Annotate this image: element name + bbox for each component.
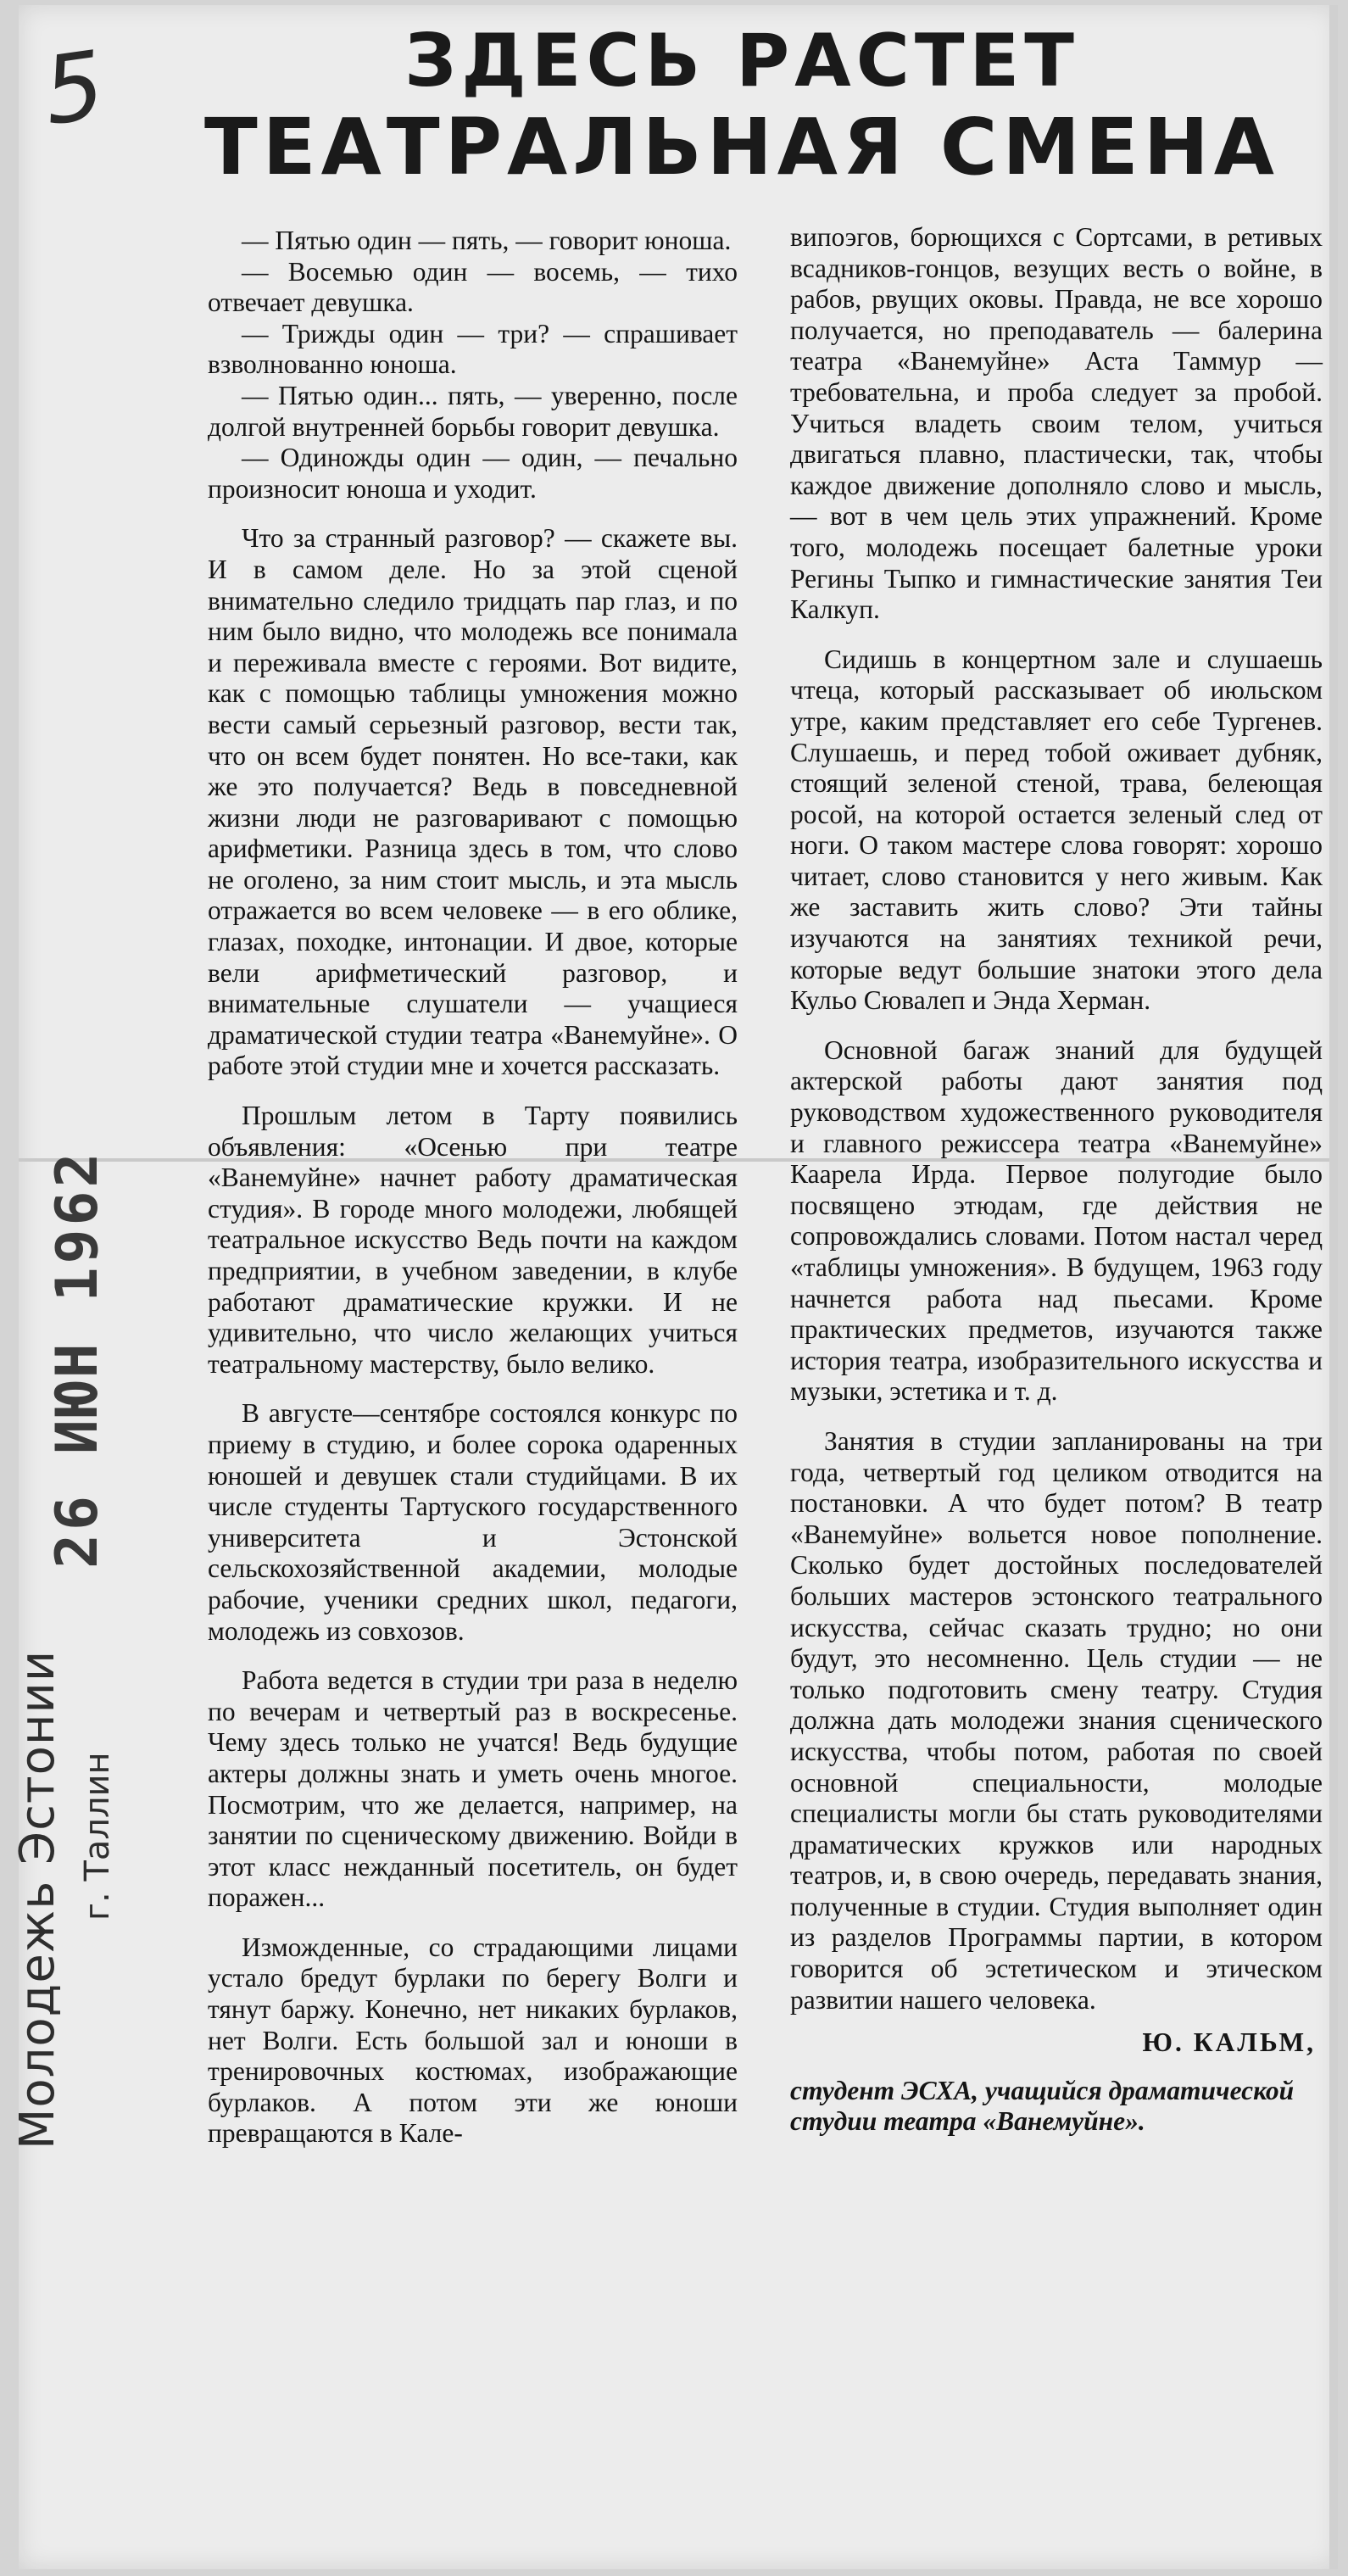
- paragraph: В августе—сентябре состоялся конкурс по приему в студию, и более сорока одаренных юношей и девушек стали студийцами. В их числе студенты Тартуского государственного университета и Эстонской сельскохозяйственной академии, молодые рабочие, ученики средних школ, педагоги, молодежь из совхозов.: [208, 1398, 738, 1646]
- date-stamp: 26 ИЮН 1962: [44, 1149, 111, 1569]
- paragraph: — Трижды один — три? — спрашивает взволнованно юноша.: [208, 318, 738, 380]
- handwritten-page-number: 5: [36, 30, 111, 147]
- paragraph: випоэгов, борющихся с Сортсами, в ретивых всадников-гонцов, везущих весть о войне, в рабов, рвущих оковы. Правда, не все хорошо получается, но преподаватель — балерина театра «Ванемуйне» Аста Таммур — требовательна, и проба следует за пробой. Учиться владеть своим телом, учиться двигаться плавно, пластически, так, чтобы каждое движение дополняло слово и мысль, — вот в чем цель этих упражнений. Кроме того, молодежь посещает балетные уроки Регины Тыпко и гимнастические занятия Теи Калкуп.: [790, 222, 1323, 625]
- article-column-right: [790, 222, 1323, 2137]
- author-signature: Ю. КАЛЬМ,: [1142, 2027, 1316, 2058]
- paragraph: Основной багаж знаний для будущей актерской работы дают занятия под руководством художественного руководителя и главного режиссера театра «Ванемуйне» Каарела Ирда. Первое полугодие было посвящено этюдам, где действия не сопровождались словами. Потом настал черед «таблицы умножения». В будущем, 1963 году начнется работа над пьесами. Кроме практических предметов, изучаются также история театра, изобразительного искусства и музыки, эстетика и т. д.: [790, 1034, 1323, 1407]
- article-column-left: [208, 226, 738, 2149]
- paragraph: — Пятью один — пять, — говорит юноша.: [242, 226, 732, 255]
- paragraph: — Пятью один... пять, — уверенно, после долгой внутренней борьбы говорит девушка.: [208, 380, 738, 442]
- paragraph: Работа ведется в студии три раза в неделю по вечерам и четвертый раз в воскресенье. Чему здесь только не учатся! Ведь будущие актеры должны знать и уметь очень многое. Посмотрим, что же делается, например, на занятии по сценическому движению. Войди в этот класс нежданный посетитель, он будет поражен...: [208, 1665, 738, 1913]
- paragraph: — Восемью один — восемь, — тихо отвечает девушка.: [208, 256, 738, 318]
- author-credit: студент ЭСХА, учащийся драматической студии театра «Ванемуйне».: [790, 2075, 1295, 2136]
- paragraph: Сидишь в концертном зале и слушаешь чтеца, который рассказывает об июльском утре, каким представляет его себе Тургенев. Слушаешь, и перед тобой оживает дубняк, стоящий зеленой стеной, трава, белеющая росой, на которой остается зеленый след от ноги. О таком мастере слова говорят: хорошо читает, слово становится у него живым. Как же заставить жить слово? Эти тайны изучаются на занятиях техникой речи, которые ведут большие знатоки этого дела Кульо Сювалеп и Энда Херман.: [790, 644, 1323, 1016]
- paragraph: Занятия в студии запланированы на три года, четвертый год целиком отводится на постановки. А что будет потом? В театр «Ванемуйне» вольется новое пополнение. Сколько будет достойных последователей больших мастеров эстонского театрального искусства, сейчас сказать трудно; но они будут, это несомненно. Цель студии — не только подготовить смену театру. Студия должна дать молодежи знания сценического искусства, чтобы потом, работая по своей основной специальности, молодые специалисты могли бы стать руководителями драматических кружков или народных театров, и, в свою очередь, передавать знания, полученные в студии. Студия выполняет один из разделов Программы партии, в котором говорится об эстетическом и этическом развитии нашего человека.: [790, 1425, 1323, 2015]
- paragraph: Прошлым летом в Тарту появились объявления: «Осенью при театре «Ванемуйне» начнет работу драматическая студия». В городе много молодежи, любящей театральное искусство Ведь почти на каждом предприятии, в учебном заведении, в клубе работают драматические кружки. И не удивительно, что число желающих учиться театральному мастерству, было велико.: [208, 1101, 738, 1379]
- headline-line-2: ТЕАТРАЛЬНАЯ СМЕНА: [204, 102, 1279, 192]
- paragraph: — Одиножды один — один, — печально произносит юноша и уходит.: [208, 443, 738, 504]
- clipping-edge: [1329, 5, 1338, 2569]
- newspaper-name: Молодежь Эстонии: [10, 1649, 65, 2149]
- paragraph: Изможденные, со страдающими лицами устало бредут бурлаки по берегу Волги и тянут баржу. Конечно, нет никаких бурлаков, нет Волги. Есть большой зал и юноши в тренировочных костюмах, изображающие бурлаков. А потом эти же юноши превращаются в Кале-: [208, 1932, 738, 2149]
- city-name: г. Таллин: [78, 1752, 117, 1921]
- headline-line-1: ЗДЕСЬ РАСТЕТ: [404, 19, 1079, 103]
- paragraph: Что за странный разговор? — скажете вы. И в самом деле. Но за этой сценой внимательно следило тридцать пар глаз, и по ним было видно, что молодежь все понимала и переживала вместе с героями. Вот видите, как с помощью таблицы умножения можно вести самый серьезный разговор, вести так, что он всем будет понятен. Но все-таки, как же это получается? Ведь в повседневной жизни люди не разговаривают с помощью арифметики. Разница здесь в том, что слово не оголено, за ним стоит мысль, и эта мысль отражается во всем человеке — в его облике, глазах, походке, интонации. И двое, которые вели арифметический разговор, и внимательные слушатели — учащиеся драматической студии театра «Ванемуйне». О работе этой студии мне и хочется рассказать.: [208, 523, 738, 1081]
